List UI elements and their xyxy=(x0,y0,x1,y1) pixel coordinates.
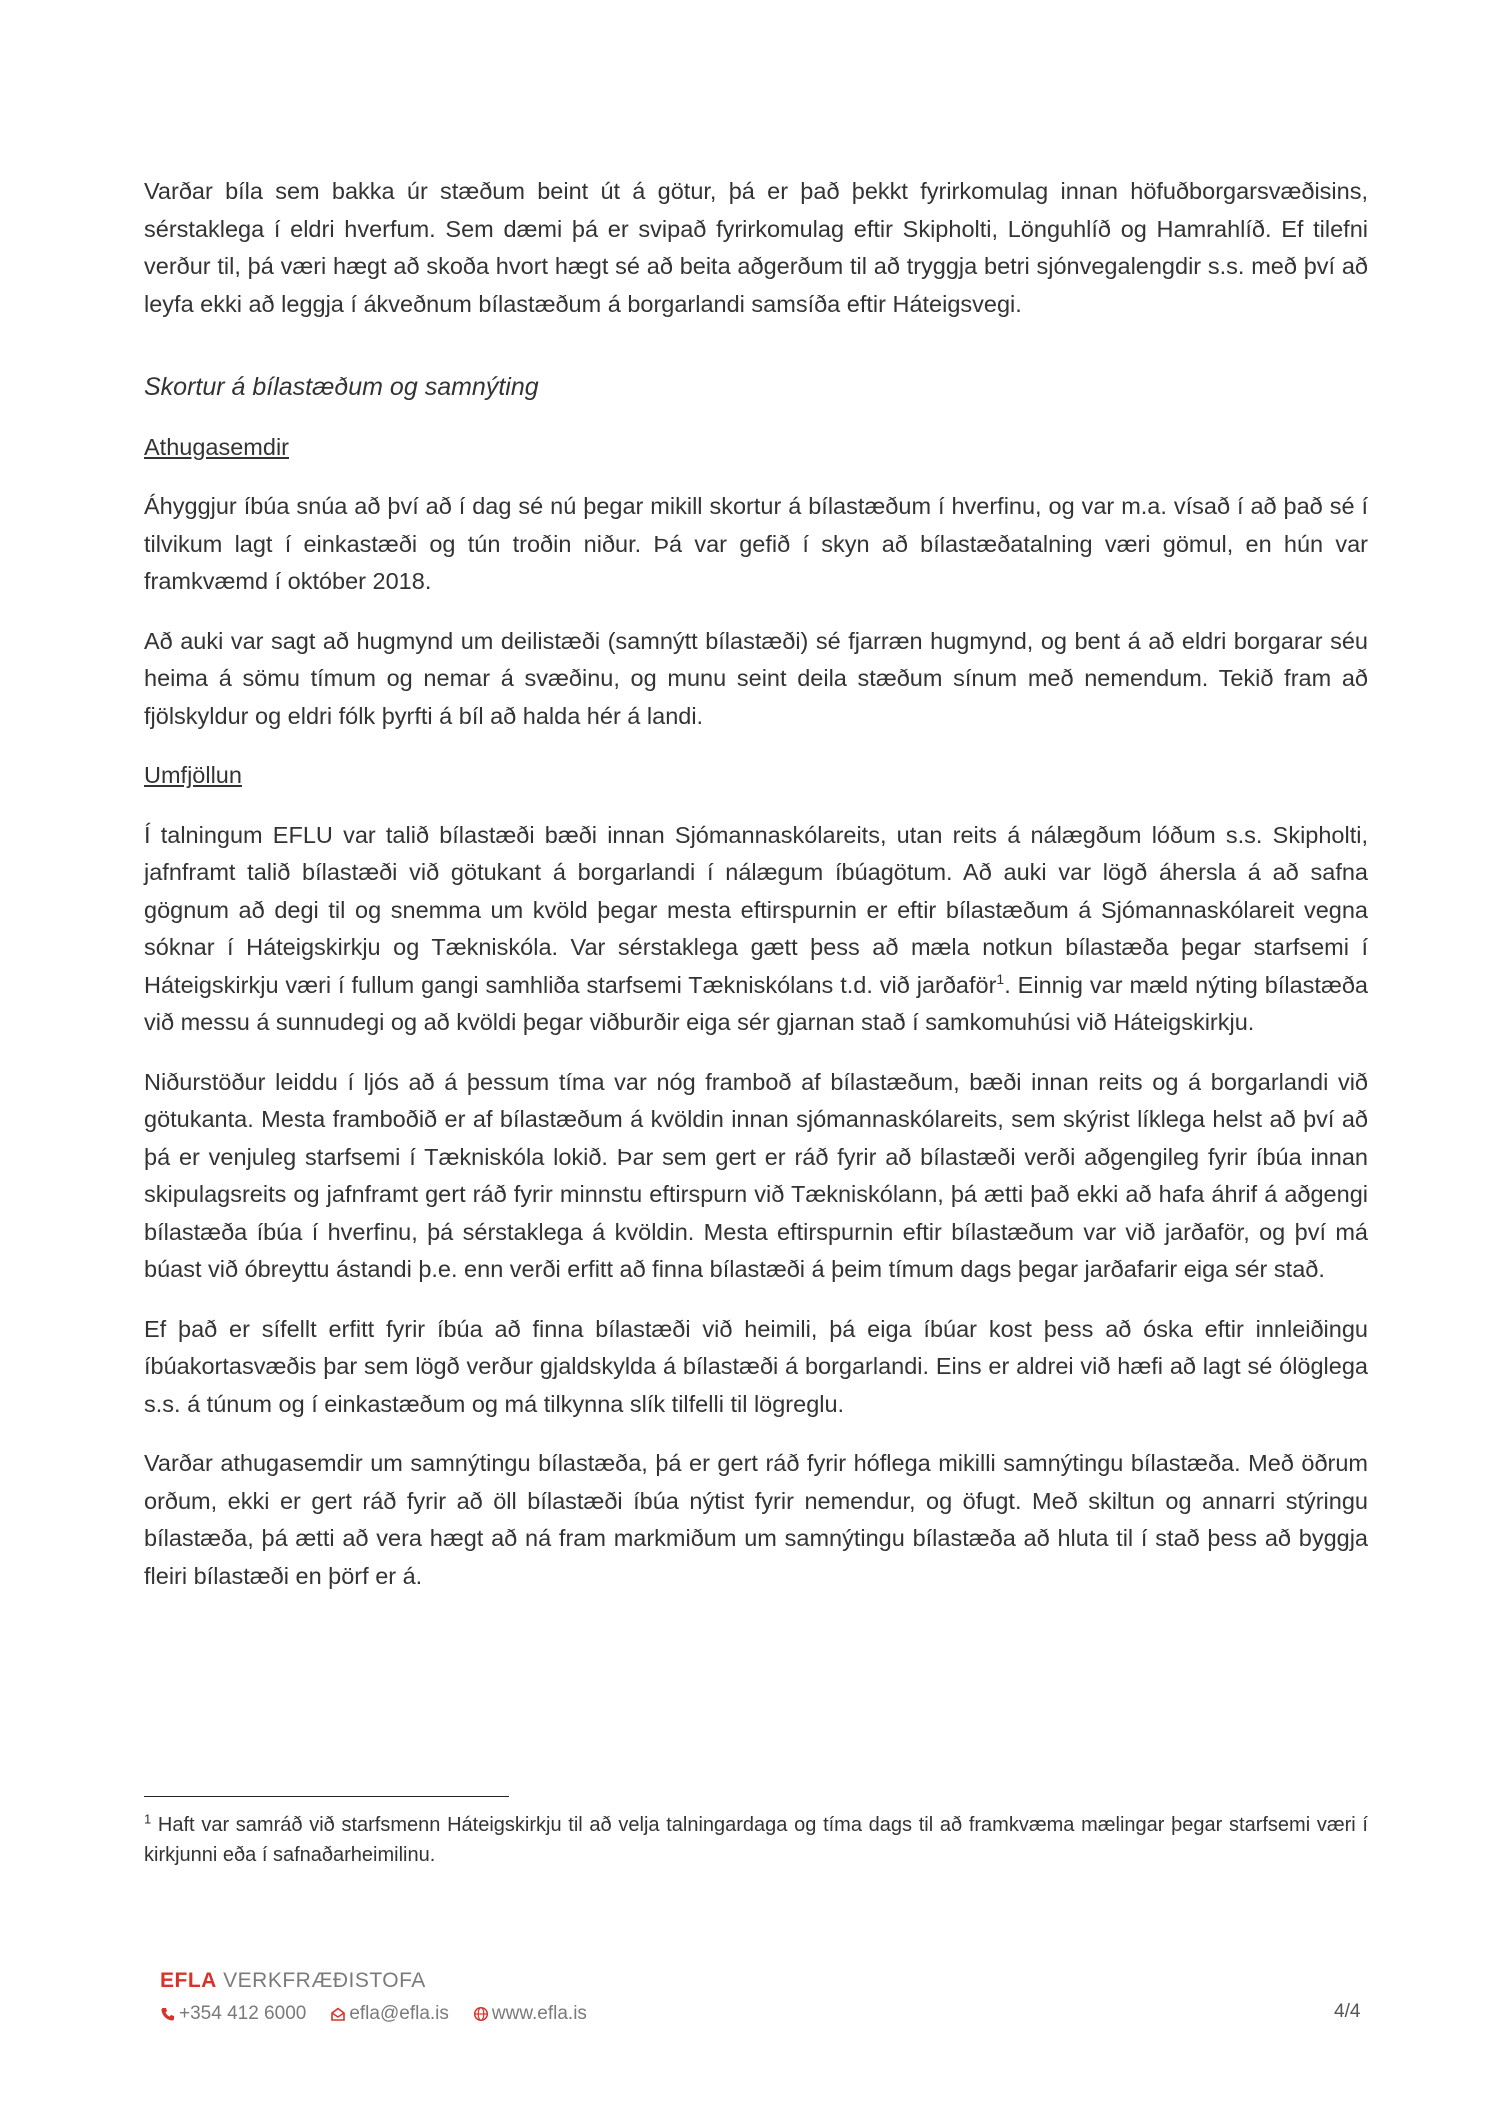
discussion-paragraph-2: Niðurstöður leiddu í ljós að á þessum tíma var nóg framboð af bílastæðum, bæði innan reits og á borgarlandi við götukanta. Mesta framboðið er af bílastæðum á kvöldin innan sjómannaskólareits, sem skýrist líklega helst að því að þá er venjuleg starfsemi í Tækniskóla lokið. Þar sem gert er ráð fyrir að bílastæði verði aðgengileg fyrir íbúa innan skipulagsreits og jafnframt gert ráð fyrir minnstu eftirspurn við Tækniskólann, þá ætti það ekki að hafa áhrif á aðgengi bílastæða íbúa í hverfinu, þá sérstaklega á kvöldin. Mesta eftirspurnin eftir bílastæðum var við jarðaför, og því má búast við óbreyttu ástandi þ.e. enn verði erfitt að finna bílastæði á þeim tímum dags þegar jarðafarir eiga sér stað. xyxy=(144,1068,1368,1282)
section-title: Skortur á bílastæðum og samnýting xyxy=(144,373,539,401)
discussion-paragraph-1-text-a: Í talningum EFLU var talið bílastæði bæði innan Sjómannaskólareits, utan reits á nálægðum lóðum s.s. Skipholti, jafnframt talið bílastæði við götukant á borgarlandi í nálægum íbúagötum. Að auki var lögð áhersla á að safna gögnum að degi til og snemma um kvöld þegar mesta eftirspurnin er eftir bílastæðum á Sjómannaskólareit vegna sóknar í Háteigskirkju og Tækniskóla. Var sérstaklega gætt þess að mæla notkun bílastæða þegar starfsemi í Háteigskirkju væri í fullum gangi samhliða starfsemi Tækniskólans t.d. við jarðaför xyxy=(144,821,1368,998)
discussion-paragraph-1-text-b: . Einnig var mæld nýting bílastæða við messu á sunnudegi og að kvöldi þegar viðburðir eiga sér gjarnan stað í samkomuhúsi við Háteigskirkju. xyxy=(144,971,1368,1035)
footnote-text: Haft var samráð við starfsmenn Háteigskirkju til að velja talningardaga og tíma dags til að framkvæma mælingar þegar starfsemi væri í kirkjunni eða í safnaðarheimilinu. xyxy=(144,1814,1368,1866)
brand-suffix: VERKFRÆÐISTOFA xyxy=(216,1969,426,1992)
phone-number: +354 412 6000 xyxy=(179,2003,307,2024)
email-contact[interactable] xyxy=(330,2002,449,2026)
footnote-divider xyxy=(144,1796,509,1797)
comments-heading: Athugasemdir xyxy=(144,433,289,460)
discussion-paragraph-3: Ef það er sífellt erfitt fyrir íbúa að finna bílastæði við heimili, þá eiga íbúar kost þess að óska eftir innleiðingu íbúakortasvæðis þar sem lögð verður gjaldskylda á bílastæði á borgarlandi. Eins er aldrei við hæfi að lagt sé ólöglega s.s. á túnum og í einkastæðum og má tilkynna slík tilfelli til lögreglu. xyxy=(144,1315,1368,1417)
phone-contact[interactable] xyxy=(160,2002,306,2026)
globe-icon xyxy=(473,2006,489,2022)
intro-paragraph: Varðar bíla sem bakka úr stæðum beint út á götur, þá er það þekkt fyrirkomulag innan höfuðborgarsvæðisins, sérstaklega í eldri hverfum. Sem dæmi þá er svipað fyrirkomulag eftir Skipholti, Lönguhlíð og Hamrahlíð. Ef tilefni verður til, þá væri hægt að skoða hvort hægt sé að beita aðgerðum til að tryggja betri sjónvegalengdir s.s. með því að leyfa ekki að leggja í ákveðnum bílastæðum á borgarlandi samsíða eftir Háteigsvegi. xyxy=(144,178,1368,317)
comments-paragraph-2: Að auki var sagt að hugmynd um deilistæði (samnýtt bílastæði) sé fjarræn hugmynd, og bent á að eldri borgarar séu heima á sömu tímum og nemar á svæðinu, og munu seint deila stæðum sínum með nemendum. Tekið fram að fjölskyldur og eldri fólk þyrfti á bíl að halda hér á landi. xyxy=(144,627,1368,729)
comments-paragraph-1: Áhyggjur íbúa snúa að því að í dag sé nú þegar mikill skortur á bílastæðum í hverfinu, og var m.a. vísað í að það sé í tilvikum lagt í einkastæði og tún troðin niður. Þá var gefið í skyn að bílastæðatalning væri gömul, en hún var framkvæmd í október 2018. xyxy=(144,493,1368,594)
mail-icon xyxy=(330,2006,346,2022)
discussion-heading: Umfjöllun xyxy=(144,762,242,788)
discussion-paragraph-4: Varðar athugasemdir um samnýtingu bílastæða, þá er gert ráð fyrir hóflega mikilli samnýtingu bílastæða. Með öðrum orðum, ekki er gert ráð fyrir að öll bílastæði íbúa nýtist fyrir nemendur, og öfugt. Með skiltun og annarri stýringu bílastæða, þá ætti að vera hægt að ná fram markmiðum um samnýtingu bílastæða að hluta til í stað þess að byggja fleiri bílastæði en þörf er á. xyxy=(144,1450,1368,1589)
footnote-marker: 1 xyxy=(144,1811,152,1827)
document-body xyxy=(144,173,1368,1617)
website-contact[interactable] xyxy=(473,2002,587,2026)
footnote xyxy=(144,1810,1368,1870)
email-address: efla@efla.is xyxy=(349,2003,449,2024)
page-footer xyxy=(160,1968,611,2026)
discussion-paragraph-1 xyxy=(144,817,1368,1042)
brand-logo-text: EFLA xyxy=(160,1969,217,1992)
contact-info xyxy=(160,2002,611,2026)
page-number: 4/4 xyxy=(1334,2001,1361,2022)
footnote-reference[interactable]: 1 xyxy=(996,970,1005,987)
website-address: www.efla.is xyxy=(491,2003,587,2024)
phone-icon xyxy=(160,2006,176,2022)
company-brand xyxy=(160,1968,611,1994)
